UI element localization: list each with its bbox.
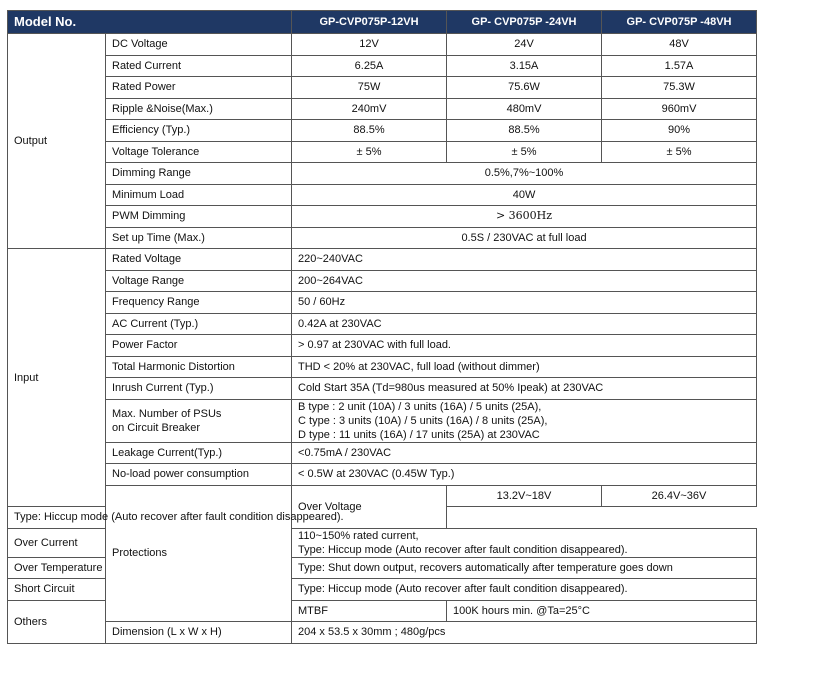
spec-table <box>7 10 757 644</box>
row-label: Set up Time (Max.) <box>106 227 292 249</box>
model-header-24v: GP- CVP075P -24VH <box>447 11 602 34</box>
row-label: Short Circuit <box>8 579 106 601</box>
row-label: Frequency Range <box>106 292 292 314</box>
row-label: Voltage Range <box>106 270 292 292</box>
row-label: No-load power consumption <box>106 464 292 486</box>
value-cell: 220~240VAC <box>292 249 757 271</box>
value-cell: Cold Start 35A (Td=980us measured at 50% Ipeak) at 230VAC <box>292 378 757 400</box>
value-cell: < 0.5W at 230VAC (0.45W Typ.) <box>292 464 757 486</box>
model-no-header: Model No. <box>8 11 292 34</box>
value-cell: 48V <box>602 34 757 56</box>
row-label: Power Factor <box>106 335 292 357</box>
value-cell: ± 5% <box>292 141 447 163</box>
value-cell: ± 5% <box>447 141 602 163</box>
value-cell: 480mV <box>447 98 602 120</box>
row-label <box>106 399 292 442</box>
row-label: Leakage Current(Typ.) <box>106 442 292 464</box>
value-cell: 75.6W <box>447 77 602 99</box>
model-header-12v: GP-CVP075P-12VH <box>292 11 447 34</box>
row-label: MTBF <box>292 600 447 622</box>
value-cell: 75W <box>292 77 447 99</box>
value-line: 110~150% rated current, <box>298 529 419 542</box>
value-cell: 6.25A <box>292 55 447 77</box>
table-row <box>8 399 757 442</box>
value-cell: 75.3W <box>602 77 757 99</box>
table-row <box>8 163 757 185</box>
table-row <box>8 141 757 163</box>
value-cell <box>292 399 757 442</box>
row-label: DC Voltage <box>106 34 292 56</box>
table-row <box>8 313 757 335</box>
table-row <box>8 335 757 357</box>
value-cell: THD < 20% at 230VAC, full load (without dimmer) <box>292 356 757 378</box>
table-row <box>8 622 757 644</box>
value-cell: 40W <box>292 184 757 206</box>
value-cell: 50 / 60Hz <box>292 292 757 314</box>
value-cell: Type: Shut down output, recovers automatically after temperature goes down <box>292 557 757 579</box>
value-cell: 240mV <box>292 98 447 120</box>
value-cell: > 3600Hz <box>292 206 757 228</box>
group-protections: Protections <box>106 485 292 622</box>
table-row <box>8 34 757 56</box>
table-row <box>8 378 757 400</box>
model-header-48v: GP- CVP075P -48VH <box>602 11 757 34</box>
row-label: Inrush Current (Typ.) <box>106 378 292 400</box>
row-label: Rated Current <box>106 55 292 77</box>
value-cell: 88.5% <box>292 120 447 142</box>
value-line: D type : 11 units (16A) / 17 units (25A) at 230VAC <box>298 428 540 441</box>
row-label: AC Current (Typ.) <box>106 313 292 335</box>
value-cell: 3.15A <box>447 55 602 77</box>
row-label: PWM Dimming <box>106 206 292 228</box>
value-line: Type: Hiccup mode (Auto recover after fault condition disappeared). <box>298 543 628 556</box>
value-cell: 88.5% <box>447 120 602 142</box>
table-row <box>8 55 757 77</box>
table-row <box>8 184 757 206</box>
table-row <box>8 356 757 378</box>
value-cell: <0.75mA / 230VAC <box>292 442 757 464</box>
table-row <box>8 227 757 249</box>
row-label: Over Voltage <box>292 485 447 528</box>
table-row <box>8 464 757 486</box>
value-cell: Type: Hiccup mode (Auto recover after fault condition disappeared). <box>8 507 447 529</box>
value-cell <box>292 528 757 557</box>
value-cell: 960mV <box>602 98 757 120</box>
table-row <box>8 206 757 228</box>
table-row <box>8 485 757 507</box>
row-label: Rated Power <box>106 77 292 99</box>
row-label: Rated Voltage <box>106 249 292 271</box>
value-cell: 0.42A at 230VAC <box>292 313 757 335</box>
value-cell: 204 x 53.5 x 30mm ; 480g/pcs <box>292 622 757 644</box>
value-cell: 90% <box>602 120 757 142</box>
table-row <box>8 270 757 292</box>
row-label: Total Harmonic Distortion <box>106 356 292 378</box>
label-line: Max. Number of PSUs <box>112 407 222 420</box>
value-cell: 0.5S / 230VAC at full load <box>292 227 757 249</box>
row-label: Efficiency (Typ.) <box>106 120 292 142</box>
group-output: Output <box>8 34 106 249</box>
row-label: Ripple &Noise(Max.) <box>106 98 292 120</box>
value-cell: 1.57A <box>602 55 757 77</box>
value-line: C type : 3 units (10A) / 5 units (16A) / 8 units (25A), <box>298 414 548 427</box>
table-row <box>8 120 757 142</box>
value-cell: Type: Hiccup mode (Auto recover after fault condition disappeared). <box>292 579 757 601</box>
label-line: on Circuit Breaker <box>112 421 201 434</box>
group-input: Input <box>8 249 106 507</box>
row-label: Over Temperature <box>8 557 106 579</box>
value-line: B type : 2 unit (10A) / 3 units (16A) / 5 units (25A), <box>298 400 542 413</box>
table-row <box>8 442 757 464</box>
group-others: Others <box>8 600 106 643</box>
value-cell: 0.5%,7%~100% <box>292 163 757 185</box>
value-cell: ± 5% <box>602 141 757 163</box>
row-label: Dimension (L x W x H) <box>106 622 292 644</box>
value-cell: 12V <box>292 34 447 56</box>
value-cell: 13.2V~18V <box>447 485 602 507</box>
table-row <box>8 77 757 99</box>
value-cell: > 0.97 at 230VAC with full load. <box>292 335 757 357</box>
row-label: Minimum Load <box>106 184 292 206</box>
header-row <box>8 11 757 34</box>
row-label: Dimming Range <box>106 163 292 185</box>
table-row <box>8 249 757 271</box>
table-row <box>8 292 757 314</box>
value-cell: 26.4V~36V <box>602 485 757 507</box>
value-cell: 100K hours min. @Ta=25°C <box>447 600 757 622</box>
table-row <box>8 98 757 120</box>
row-label: Over Current <box>8 528 106 557</box>
value-cell: 200~264VAC <box>292 270 757 292</box>
row-label: Voltage Tolerance <box>106 141 292 163</box>
value-cell: 24V <box>447 34 602 56</box>
table-row <box>8 507 757 529</box>
